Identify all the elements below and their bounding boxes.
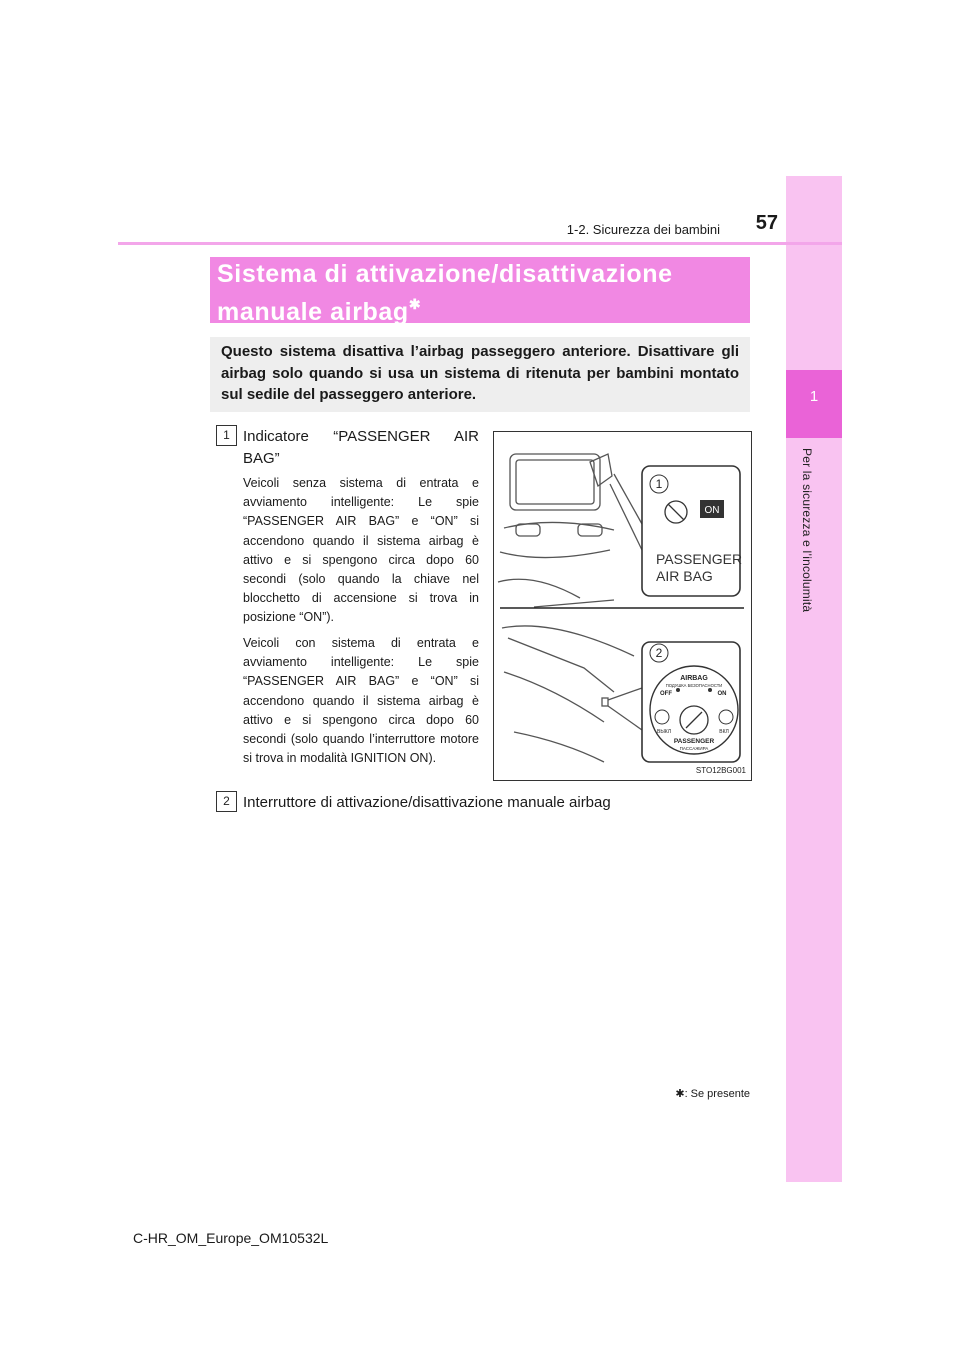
switch-off-ru: ВЫКЛ xyxy=(657,729,671,735)
item-1-heading: Indicatore “PASSENGER AIR BAG” xyxy=(243,428,479,467)
footnote-text: : Se presente xyxy=(684,1088,750,1100)
switch-title: AIRBAG xyxy=(680,675,708,682)
switch-off-label: OFF xyxy=(660,691,672,697)
chapter-title: Per la sicurezza e l’incolumità xyxy=(800,448,814,613)
image-code: STO12BG001 xyxy=(695,766,746,775)
footnote xyxy=(600,1087,750,1100)
item-1-number: 1 xyxy=(216,425,237,446)
chapter-number: 1 xyxy=(809,388,819,405)
header-rule xyxy=(118,242,842,245)
switch-passenger: PASSENGER xyxy=(673,738,715,745)
chapter-side-tab xyxy=(786,176,842,1182)
indicator-label-line-1: PASSENGER xyxy=(656,551,743,567)
section-header: 1-2. Sicurezza dei bambini xyxy=(566,222,720,237)
title-line-2-text: manuale airbag xyxy=(217,298,409,326)
document-code: C-HR_OM_Europe_OM10532L xyxy=(133,1230,329,1246)
illustration-drawing xyxy=(494,432,751,780)
airbag-illustration xyxy=(493,431,752,781)
title-asterisk: ✱ xyxy=(408,296,422,312)
indicator-on-label: ON xyxy=(704,505,720,516)
callout-2-label: 2 xyxy=(655,646,663,660)
item-2-number: 2 xyxy=(216,791,237,812)
indicator-label-line-2: AIR BAG xyxy=(656,568,713,584)
footnote-marker: ✱ xyxy=(675,1088,685,1100)
title-line-1: Sistema di attivazione/disattivazione xyxy=(217,260,673,288)
item-1-paragraph-1: Veicoli senza sistema di entrata e avviamento intelligente: Le spie “PASSENGER AIR BAG” e “ON” si accendono quando il sistema airbag è attivo e si spengono circa dopo 60 secondi (solo quando la chiave nel blocchetto di accensione si trova in posizione “ON”). xyxy=(243,476,479,625)
switch-title-ru: ПОДУШКА БЕЗОПАСНОСТИ xyxy=(665,683,723,688)
switch-passenger-ru: ПАССАЖИРА xyxy=(679,746,709,751)
switch-on-label: ON xyxy=(717,691,727,697)
callout-1-label: 1 xyxy=(655,477,663,491)
item-2-heading: Interruttore di attivazione/disattivazione manuale airbag xyxy=(243,794,611,811)
item-1-paragraph-2: Veicoli con sistema di entrata e avviamento intelligente: Le spie “PASSENGER AIR BAG” e “ON” si accendono quando il sistema airbag è attivo e si spengono circa dopo 60 secondi (solo quando l’interruttore motore si trova in modalità IGNITION ON). xyxy=(243,636,479,766)
page-title xyxy=(217,259,737,327)
summary-text: Questo sistema disattiva l’airbag passeggero anteriore. Disattivare gli airbag solo quando si usa un sistema di ritenuta per bambini montato sul sedile del passeggero anteriore. xyxy=(221,343,739,403)
switch-on-ru: ВКЛ xyxy=(719,729,729,735)
page-number: 57 xyxy=(755,212,778,234)
title-line-2 xyxy=(217,289,737,327)
